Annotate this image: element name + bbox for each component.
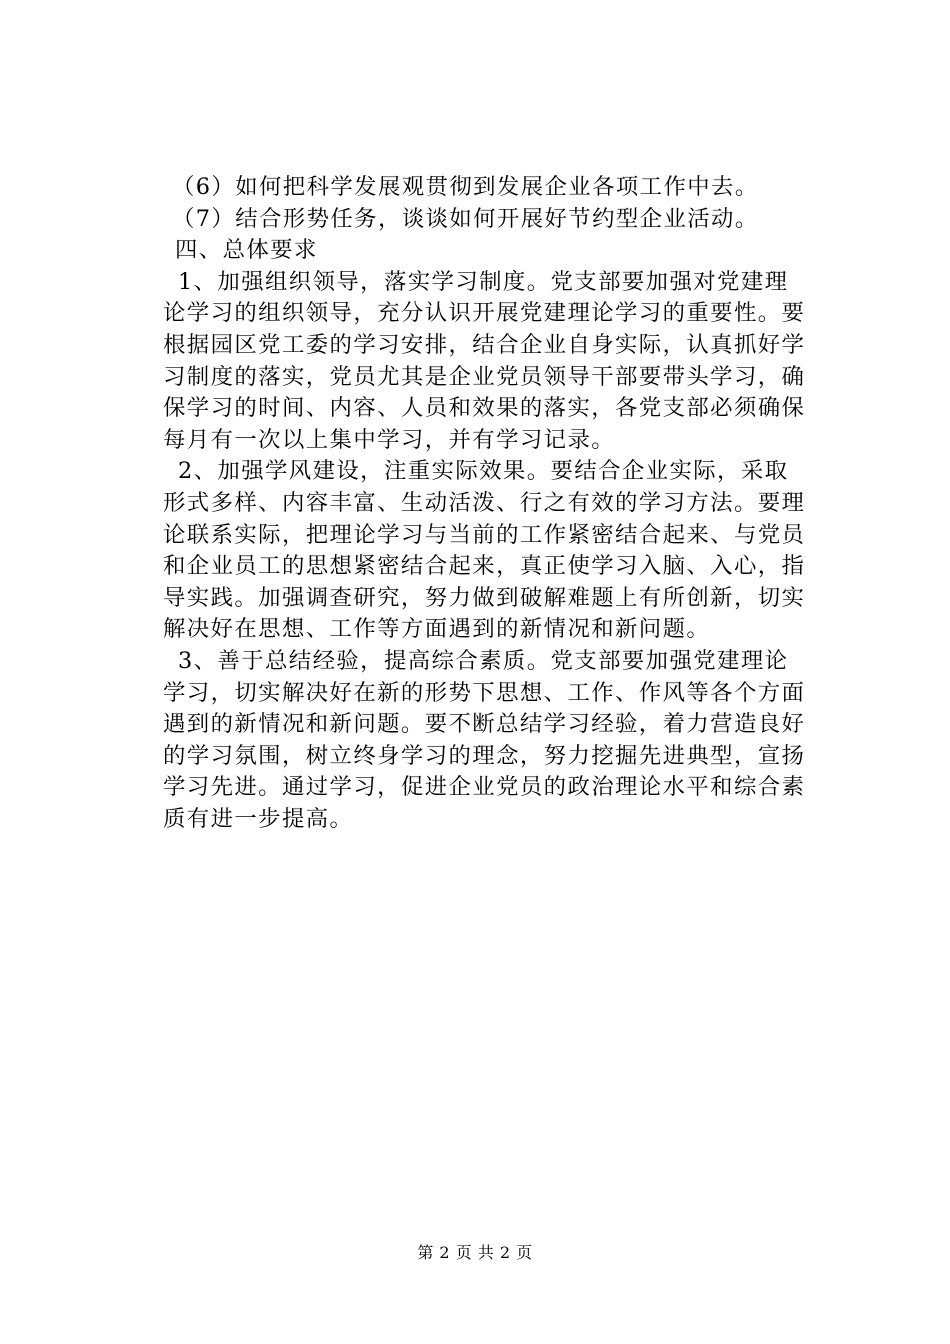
paragraph-line: 解决好在思想、工作等方面遇到的新情况和新问题。 [163,616,711,643]
paragraph-line: 每月有一次以上集中学习，并有学习记录。 [163,426,616,453]
paragraph-1 [163,267,835,457]
paragraph-line: 3、善于总结经验，提高综合素质。党支部要加强党建理论 [178,647,789,674]
list-item: （6）如何把科学发展观贯彻到发展企业各项工作中去。 [172,174,759,200]
paragraph-line: 1、加强组织领导，落实学习制度。党支部要加强对党建理 [178,268,789,295]
document-body [163,172,835,835]
paragraph-3 [163,646,835,836]
paragraph-line: 导实践。加强调查研究，努力做到破解难题上有所创新，切实 [163,584,806,611]
paragraph-line: 论联系实际，把理论学习与当前的工作紧密结合起来、与党员 [163,521,806,548]
paragraph-2 [163,456,835,646]
paragraph-line: 根据园区党工委的学习安排，结合企业自身实际，认真抓好学 [163,331,806,358]
paragraph-line: 论学习的组织领导，充分认识开展党建理论学习的重要性。要 [163,300,806,327]
paragraph-line: 保学习的时间、内容、人员和效果的落实，各党支部必须确保 [163,395,806,422]
paragraph-line: 学习先进。通过学习，促进企业党员的政治理论水平和综合素 [163,774,806,801]
page-footer [0,1243,950,1263]
paragraph-line: 2、加强学风建设，注重实际效果。要结合企业实际，采取 [178,458,789,485]
page-number-label: 第 2 页 共 2 页 [417,1243,533,1262]
paragraph-line: 学习，切实解决好在新的形势下思想、工作、作风等各个方面 [163,679,806,706]
section-heading: 四、总体要求 [175,237,318,264]
paragraph-line: 的学习氛围，树立终身学习的理念，努力挖掘先进典型，宣扬 [163,742,806,769]
paragraph-line: 遇到的新情况和新问题。要不断总结学习经验，着力营造良好 [163,711,806,738]
list-item: （7）结合形势任务，谈谈如何开展好节约型企业活动。 [172,205,759,232]
paragraph-line: 和企业员工的思想紧密结合起来，真正使学习入脑、入心，指 [163,553,806,580]
paragraph-line: 质有进一步提高。 [163,805,354,832]
paragraph-line: 习制度的落实，党员尤其是企业党员领导干部要带头学习，确 [163,363,806,390]
paragraph-line: 形式多样、内容丰富、生动活泼、行之有效的学习方法。要理 [163,489,806,516]
